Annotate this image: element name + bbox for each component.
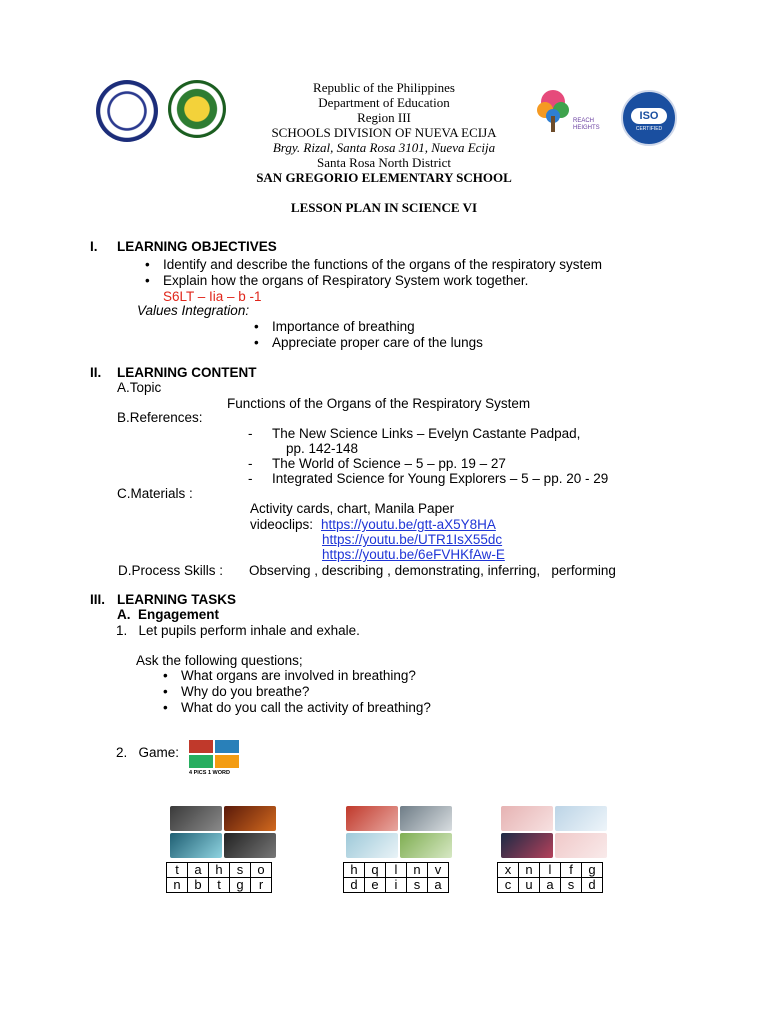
header-district: Santa Rosa North District <box>317 155 451 170</box>
video-link-3[interactable]: https://youtu.be/6eFVHKfAw-E <box>322 547 505 562</box>
materials-label: C.Materials : <box>117 486 193 501</box>
puzzle-letter[interactable]: d <box>582 878 603 893</box>
section2-number: II. <box>90 365 102 380</box>
videoclips-label: videoclips: <box>250 517 314 532</box>
reference-2: The World of Science – 5 – pp. 19 – 27 <box>272 456 506 471</box>
four-pics-one-word-logo <box>189 740 241 778</box>
puzzle-letter[interactable]: n <box>167 878 188 893</box>
process-skills-text: Observing , describing , demonstrating, inferring, performing <box>249 563 616 578</box>
question-2: • Why do you breathe? <box>181 684 309 700</box>
puzzle-letter[interactable]: t <box>209 878 230 893</box>
puzzle-letter[interactable]: v <box>428 863 449 878</box>
puzzle-letter[interactable]: n <box>519 863 540 878</box>
puzzle-letter[interactable]: l <box>540 863 561 878</box>
puzzle-1-image-4 <box>224 833 276 858</box>
puzzle-letter[interactable]: q <box>365 863 386 878</box>
value-2: • Appreciate proper care of the lungs <box>272 335 483 351</box>
reference-1-pages: pp. 142-148 <box>286 441 359 456</box>
puzzle-letter[interactable]: d <box>344 878 365 893</box>
puzzle-3-image-1 <box>501 806 553 831</box>
puzzle-letter[interactable]: g <box>230 878 251 893</box>
puzzle-2-images <box>346 806 452 858</box>
engagement-heading: A. Engagement <box>117 607 220 622</box>
topic-label: A.Topic <box>117 380 162 395</box>
puzzle-1-images <box>170 806 276 858</box>
puzzle-letter[interactable]: e <box>365 878 386 893</box>
materials-text: Activity cards, chart, Manila Paper <box>250 501 455 516</box>
puzzle-letter[interactable]: a <box>188 863 209 878</box>
puzzle-letter[interactable]: t <box>167 863 188 878</box>
ref3-dash: - <box>248 471 253 486</box>
objective-2: • Explain how the organs of Respiratory System work together. <box>163 273 528 289</box>
puzzle-letter[interactable]: g <box>582 863 603 878</box>
section1-heading: LEARNING OBJECTIVES <box>117 239 277 254</box>
video-link-2[interactable]: https://youtu.be/UTR1IsX55dc <box>322 532 503 547</box>
puzzle-letter[interactable]: u <box>519 878 540 893</box>
puzzle-3-image-2 <box>555 806 607 831</box>
puzzle-1-letters <box>166 862 272 893</box>
objective-1: • Identify and describe the functions of the organs of the respiratory system <box>163 257 602 273</box>
puzzle-letter[interactable]: i <box>386 878 407 893</box>
puzzle-3-image-4 <box>555 833 607 858</box>
task-2-game: 2. Game: <box>116 745 180 760</box>
puzzle-2-letters <box>343 862 449 893</box>
header-address: Brgy. Rizal, Santa Rosa 3101, Nueva Ecija <box>272 140 496 155</box>
puzzle-2-image-1 <box>346 806 398 831</box>
section3-heading: LEARNING TASKS <box>117 592 237 607</box>
competency-code: S6LT – Iia – b -1 <box>163 289 262 304</box>
ref1-dash: - <box>248 426 253 441</box>
iso-sub-label: CERTIFIED <box>635 126 663 132</box>
school-name: SAN GREGORIO ELEMENTARY SCHOOL <box>256 170 512 185</box>
section3-number: III. <box>90 592 106 607</box>
topic-text: Functions of the Organs of the Respiratory System <box>227 396 531 411</box>
section1-number: I. <box>90 239 98 254</box>
svg-text:HEIGHTS: HEIGHTS <box>573 125 600 131</box>
puzzle-3-images <box>501 806 607 858</box>
header-republic: Republic of the Philippines <box>313 80 455 95</box>
ask-questions: Ask the following questions; <box>136 653 303 668</box>
values-integration-label: Values Integration: <box>137 303 250 318</box>
puzzle-letter[interactable]: s <box>230 863 251 878</box>
header-region: Region III <box>357 110 411 125</box>
puzzle-2-image-2 <box>400 806 452 831</box>
puzzle-letter[interactable]: x <box>498 863 519 878</box>
puzzle-3-letters <box>497 862 603 893</box>
puzzle-2-image-3 <box>346 833 398 858</box>
puzzle-letter[interactable]: h <box>209 863 230 878</box>
process-skills-label: D.Process Skills : <box>118 563 224 578</box>
puzzle-letter[interactable]: a <box>540 878 561 893</box>
puzzle-letter[interactable]: a <box>428 878 449 893</box>
game-logo-text: 4 PICS 1 WORD <box>189 770 230 776</box>
svg-text:REACH: REACH <box>573 118 595 124</box>
puzzle-letter[interactable]: l <box>386 863 407 878</box>
puzzle-letter[interactable]: b <box>188 878 209 893</box>
references-label: B.References: <box>117 410 203 425</box>
puzzle-letter[interactable]: s <box>407 878 428 893</box>
value-1: • Importance of breathing <box>272 319 415 335</box>
puzzle-letter[interactable]: f <box>561 863 582 878</box>
puzzle-1-image-2 <box>224 806 276 831</box>
puzzle-3-image-3 <box>501 833 553 858</box>
document-title: LESSON PLAN IN SCIENCE VI <box>290 200 478 215</box>
question-3: • What do you call the activity of breathing? <box>181 700 431 716</box>
ref2-dash: - <box>248 456 253 471</box>
puzzle-letter[interactable]: s <box>561 878 582 893</box>
puzzle-letter[interactable]: r <box>251 878 272 893</box>
question-1: • What organs are involved in breathing? <box>181 668 416 684</box>
puzzle-letter[interactable]: n <box>407 863 428 878</box>
header-department: Department of Education <box>318 95 450 110</box>
puzzle-letter[interactable]: o <box>251 863 272 878</box>
puzzle-2-image-4 <box>400 833 452 858</box>
task-1: 1. Let pupils perform inhale and exhale. <box>116 623 360 638</box>
reference-1: The New Science Links – Evelyn Castante Padpad, <box>272 426 581 441</box>
puzzle-1-image-3 <box>170 833 222 858</box>
video-link-1[interactable]: https://youtu.be/gtt-aX5Y8HA <box>321 517 496 532</box>
puzzle-1-image-1 <box>170 806 222 831</box>
reference-3: Integrated Science for Young Explorers – 5 – pp. 20 - 29 <box>272 471 609 486</box>
puzzle-letter[interactable]: h <box>344 863 365 878</box>
header-division: SCHOOLS DIVISION OF NUEVA ECIJA <box>271 125 497 140</box>
puzzle-letter[interactable]: c <box>498 878 519 893</box>
section2-heading: LEARNING CONTENT <box>117 365 257 380</box>
iso-label: ISO <box>631 108 667 124</box>
